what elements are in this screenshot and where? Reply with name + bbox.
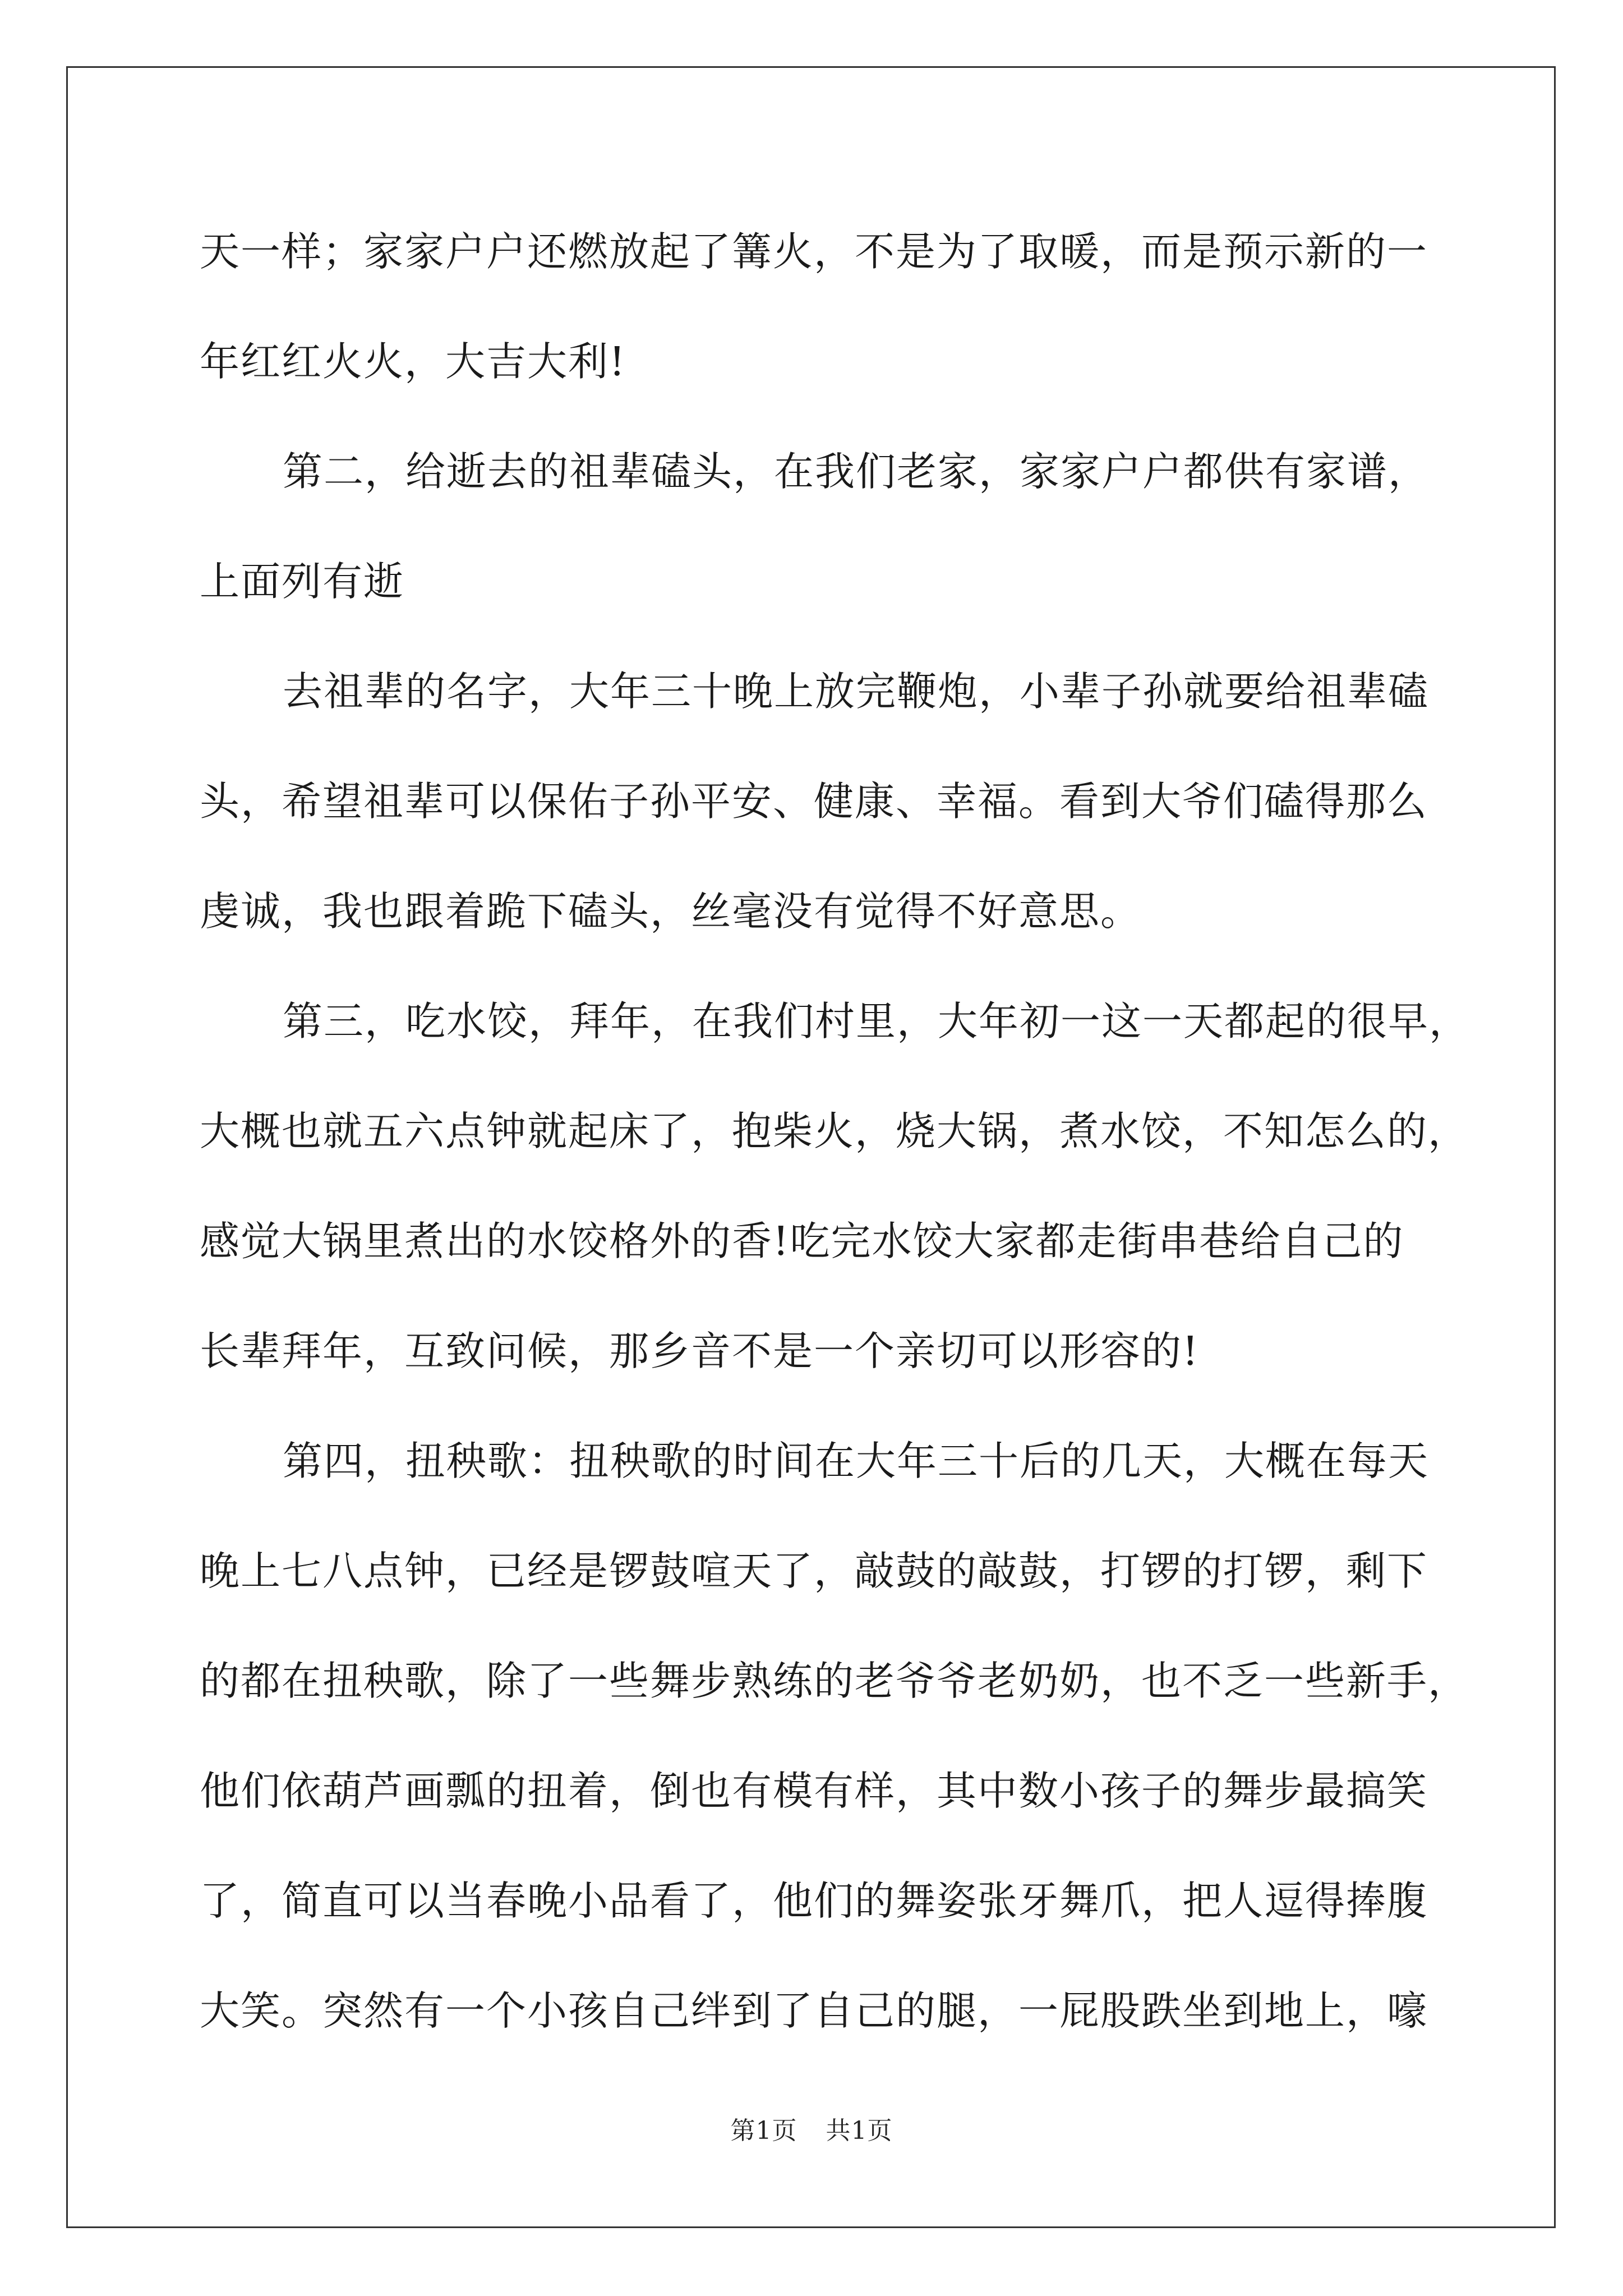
text-line: 大概也就五六点钟就起床了，抱柴火，烧大锅，煮水饺，不知怎么的， [200,1108,1469,1154]
text-line: 去祖辈的名字，大年三十晚上放完鞭炮，小辈子孙就要给祖辈磕 [283,668,1430,715]
text-line: 头，希望祖辈可以保佑子孙平安、健康、幸福。看到大爷们磕得那么 [200,778,1428,825]
text-line: 第四，扭秧歌：扭秧歌的时间在大年三十后的几天，大概在每天 [283,1438,1430,1484]
text-line: 他们依葫芦画瓢的扭着，倒也有模有样，其中数小孩子的舞步最搞笑 [200,1768,1428,1814]
text-line: 虔诚，我也跟着跪下磕头，丝毫没有觉得不好意思。 [200,888,1142,935]
page-number-current: 第1页 [730,2116,797,2145]
text-line: 长辈拜年，互致问候，那乡音不是一个亲切可以形容的! [200,1328,1200,1374]
page-footer [0,2110,1623,2146]
text-line: 大笑。突然有一个小孩自己绊到了自己的腿，一屁股跌坐到地上，嚎 [200,1987,1428,2034]
text-line: 上面列有逝 [200,558,405,605]
text-line: 第二，给逝去的祖辈磕头，在我们老家，家家户户都供有家谱， [283,448,1430,495]
text-line: 的都在扭秧歌，除了一些舞步熟练的老爷爷老奶奶，也不乏一些新手， [200,1658,1469,1704]
text-line: 感觉大锅里煮出的水饺格外的香!吃完水饺大家都走街串巷给自己的 [200,1218,1404,1264]
text-line: 晚上七八点钟，已经是锣鼓喧天了，敲鼓的敲鼓，打锣的打锣，剩下 [200,1548,1428,1594]
document-body [200,202,1470,2071]
text-line: 年红红火火，大吉大利! [200,338,626,385]
text-line: 第三，吃水饺，拜年，在我们村里，大年初一这一天都起的很早， [283,998,1470,1045]
text-line: 了，简直可以当春晚小品看了，他们的舞姿张牙舞爪，把人逗得捧腹 [200,1878,1428,1924]
page-number-total: 共1页 [826,2116,893,2145]
text-line: 天一样；家家户户还燃放起了篝火，不是为了取暖，而是预示新的一 [200,228,1428,275]
